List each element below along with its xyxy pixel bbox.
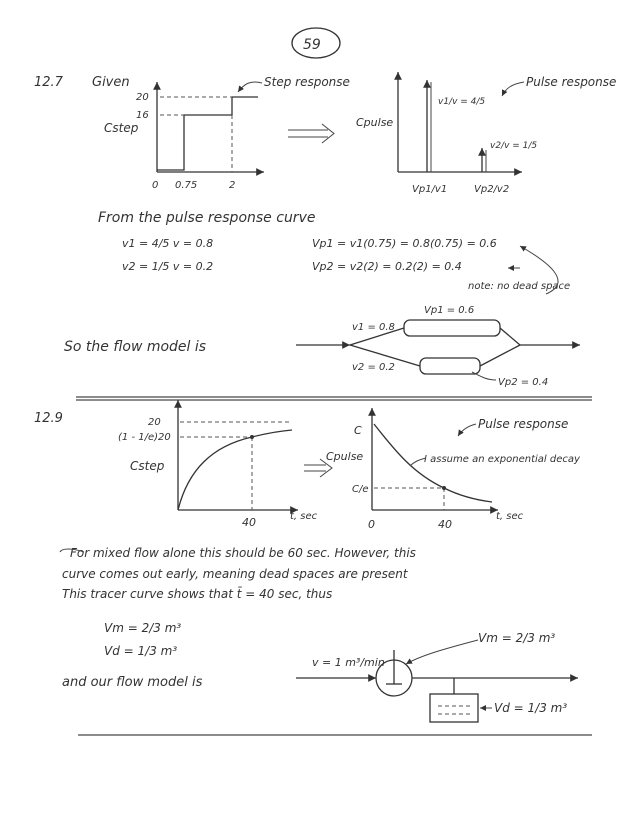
label-flow: v = 1 m³/min [312, 656, 385, 669]
y-axis-label: Cpulse [356, 116, 394, 129]
problem-label-12-9: 12.9 [34, 411, 63, 426]
point-40 [250, 435, 254, 439]
x-axis-label: t, sec [290, 511, 318, 522]
pfr-upper [404, 320, 500, 336]
annotation-arrow [502, 82, 524, 96]
rejoin-lower [480, 345, 520, 366]
equation-v2: v2 = 1/5 v = 0.2 [122, 260, 214, 273]
equation-v1: v1 = 4/5 v = 0.8 [122, 237, 214, 250]
flow-model-12-7 [296, 305, 580, 388]
text-line-1: For mixed flow alone this should be 60 sec. However, this [70, 546, 416, 560]
result-vd: Vd = 1/3 m³ [104, 644, 178, 658]
y-axis-label: Cstep [130, 459, 165, 473]
equation-vp2: Vp2 = v2(2) = 0.2(2) = 0.4 [312, 260, 462, 273]
tick-mid: (1 - 1/e)20 [118, 432, 171, 443]
given-label: Given [92, 75, 130, 90]
point-40 [442, 486, 446, 490]
implies-arrow-12-7 [288, 124, 334, 143]
label-v2: v2 = 0.2 [352, 362, 395, 373]
flow-model-12-9 [296, 631, 578, 722]
tick-40: 40 [438, 518, 452, 531]
equation-vp1: Vp1 = v1(0.75) = 0.8(0.75) = 0.6 [312, 237, 497, 250]
tick-ce: C/e [352, 484, 369, 495]
assumption-note: I assume an exponential decay [424, 454, 580, 465]
tick-20: 20 [148, 417, 161, 428]
page-number: 59 [303, 37, 321, 53]
y-axis-label: Cpulse [326, 450, 364, 463]
label-v1: v1 = 0.8 [352, 322, 395, 333]
step-chart-12-9 [118, 400, 318, 529]
text-line-2: curve comes out early, meaning dead spaces are present [62, 567, 408, 581]
tick-16: 16 [136, 110, 149, 121]
label-vp1: Vp1 = 0.6 [424, 305, 475, 316]
problem-label-12-7: 12.7 [34, 75, 63, 90]
step-annotation: Step response [264, 75, 350, 89]
tick-x2: 2 [229, 180, 236, 191]
annotation-arrow [238, 82, 262, 92]
step-chart-12-7 [104, 75, 350, 191]
tick-40: 40 [242, 516, 256, 529]
result-vm: Vm = 2/3 m³ [104, 621, 182, 635]
pulse-chart-12-7 [356, 72, 616, 195]
tick-x1: 0.75 [175, 180, 198, 191]
y-axis-label: Cstep [104, 121, 139, 135]
pulse-annotation: Pulse response [478, 417, 569, 431]
label-vd: Vd = 1/3 m³ [494, 701, 568, 715]
annotation-arrow [458, 424, 476, 436]
step-curve [157, 97, 258, 170]
tick-0: 0 [368, 518, 375, 531]
tick-20: 20 [136, 92, 149, 103]
pfr-lower [420, 358, 480, 374]
label-vp2: Vp2 = 0.4 [498, 377, 549, 388]
vm-pointer [406, 640, 478, 664]
text-line-3: This tracer curve shows that t̄ = 40 sec, thus [62, 587, 333, 601]
pulse-chart-12-9 [326, 408, 581, 531]
tick-vp2: Vp2/v2 [474, 184, 510, 195]
dead-space-tank [430, 694, 478, 722]
label-vm: Vm = 2/3 m³ [478, 631, 556, 645]
fraction-2: v2/v = 1/5 [490, 141, 538, 151]
from-line: From the pulse response curve [98, 210, 316, 226]
fraction-1: v1/v = 4/5 [438, 97, 486, 107]
rise-curve [178, 430, 292, 510]
note-no-dead-space: note: no dead space [468, 281, 571, 292]
model-text-12-7: So the flow model is [64, 339, 207, 355]
tick-x0: 0 [152, 180, 159, 191]
pulse-annotation: Pulse response [526, 75, 617, 89]
x-axis-label: t, sec [496, 511, 524, 522]
tick-vp1: Vp1/v1 [412, 184, 448, 195]
tick-c: C [354, 424, 362, 437]
model-text-12-9: and our flow model is [62, 675, 203, 690]
rejoin-upper [500, 328, 520, 345]
